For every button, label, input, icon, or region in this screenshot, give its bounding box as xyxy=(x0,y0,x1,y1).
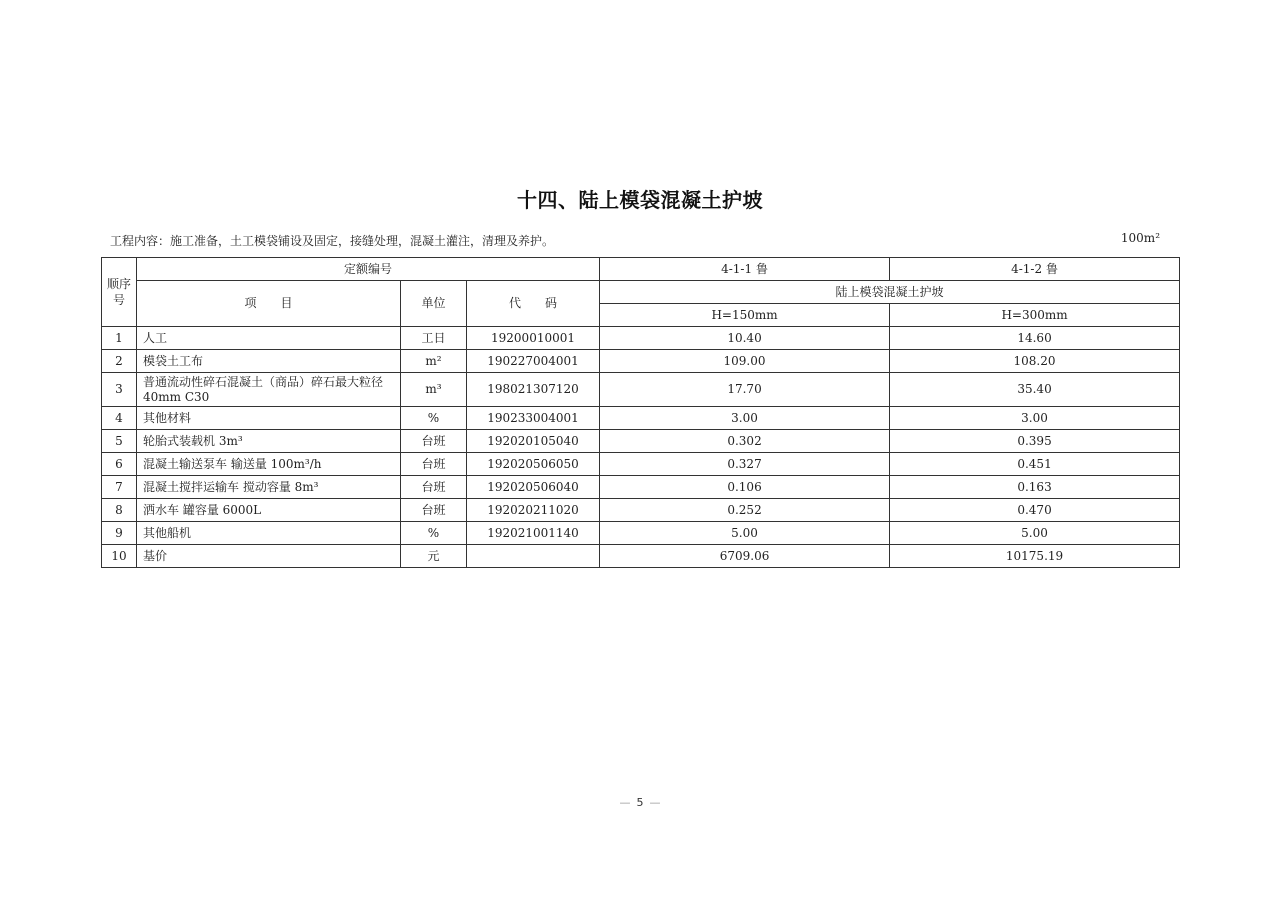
row-value-1: 10.40 xyxy=(600,327,890,350)
row-unit: 元 xyxy=(401,545,467,568)
row-value-2: 10175.19 xyxy=(890,545,1180,568)
header-group: 陆上模袋混凝土护坡 xyxy=(600,281,1180,304)
header-col1-spec: H=150mm xyxy=(600,304,890,327)
row-item: 其他船机 xyxy=(137,522,401,545)
table-row xyxy=(102,430,1180,453)
page-title: 十四、陆上模袋混凝土护坡 xyxy=(517,188,763,212)
row-item: 其他材料 xyxy=(137,407,401,430)
row-value-2: 14.60 xyxy=(890,327,1180,350)
row-value-2: 35.40 xyxy=(890,373,1180,407)
row-code: 192021001140 xyxy=(467,522,600,545)
row-seq: 10 xyxy=(102,545,137,568)
table-row xyxy=(102,522,1180,545)
row-item: 轮胎式装载机 3m³ xyxy=(137,430,401,453)
row-unit: % xyxy=(401,407,467,430)
page-number: — 5 — xyxy=(619,796,661,809)
table-row xyxy=(102,499,1180,522)
table-row xyxy=(102,476,1180,499)
row-unit: 台班 xyxy=(401,453,467,476)
row-value-1: 17.70 xyxy=(600,373,890,407)
row-value-1: 0.302 xyxy=(600,430,890,453)
row-value-2: 3.00 xyxy=(890,407,1180,430)
header-col1-no: 4-1-1 鲁 xyxy=(600,258,890,281)
row-code: 192020211020 xyxy=(467,499,600,522)
row-item: 普通流动性碎石混凝土（商品）碎石最大粒径 40mm C30 xyxy=(137,373,401,407)
row-value-1: 0.327 xyxy=(600,453,890,476)
row-seq: 8 xyxy=(102,499,137,522)
row-unit: m² xyxy=(401,350,467,373)
row-seq: 3 xyxy=(102,373,137,407)
row-unit: 台班 xyxy=(401,499,467,522)
row-item: 混凝土输送泵车 输送量 100m³/h xyxy=(137,453,401,476)
row-unit: 台班 xyxy=(401,430,467,453)
row-seq: 7 xyxy=(102,476,137,499)
header-code: 代 码 xyxy=(467,281,600,327)
row-seq: 2 xyxy=(102,350,137,373)
quota-unit: 100m² xyxy=(1120,231,1160,245)
row-value-2: 0.470 xyxy=(890,499,1180,522)
row-value-2: 0.395 xyxy=(890,430,1180,453)
row-item: 基价 xyxy=(137,545,401,568)
row-value-1: 0.252 xyxy=(600,499,890,522)
row-value-1: 109.00 xyxy=(600,350,890,373)
row-value-1: 3.00 xyxy=(600,407,890,430)
header-seq: 顺序号 xyxy=(102,258,137,327)
row-item: 模袋土工布 xyxy=(137,350,401,373)
row-unit: m³ xyxy=(401,373,467,407)
row-value-2: 0.451 xyxy=(890,453,1180,476)
table-row xyxy=(102,545,1180,568)
header-quota-no: 定额编号 xyxy=(137,258,600,281)
row-code: 192020506050 xyxy=(467,453,600,476)
row-item: 混凝土搅拌运输车 搅动容量 8m³ xyxy=(137,476,401,499)
row-value-2: 0.163 xyxy=(890,476,1180,499)
row-unit: % xyxy=(401,522,467,545)
table-row xyxy=(102,407,1180,430)
row-code: 19200010001 xyxy=(467,327,600,350)
row-seq: 9 xyxy=(102,522,137,545)
row-unit: 工日 xyxy=(401,327,467,350)
row-value-1: 5.00 xyxy=(600,522,890,545)
row-item: 洒水车 罐容量 6000L xyxy=(137,499,401,522)
row-seq: 4 xyxy=(102,407,137,430)
row-value-2: 108.20 xyxy=(890,350,1180,373)
row-value-1: 0.106 xyxy=(600,476,890,499)
row-unit: 台班 xyxy=(401,476,467,499)
row-seq: 5 xyxy=(102,430,137,453)
header-unit: 单位 xyxy=(401,281,467,327)
row-code: 192020105040 xyxy=(467,430,600,453)
row-seq: 6 xyxy=(102,453,137,476)
row-code: 190233004001 xyxy=(467,407,600,430)
quota-table xyxy=(101,257,1180,568)
work-content: 工程内容：施工准备，土工模袋铺设及固定，接缝处理，混凝土灌注，清理及养护。 xyxy=(110,234,555,248)
page-number-value: 5 xyxy=(636,796,644,809)
row-code xyxy=(467,545,600,568)
row-code: 190227004001 xyxy=(467,350,600,373)
row-value-1: 6709.06 xyxy=(600,545,890,568)
table-row xyxy=(102,350,1180,373)
row-code: 192020506040 xyxy=(467,476,600,499)
row-seq: 1 xyxy=(102,327,137,350)
row-item: 人工 xyxy=(137,327,401,350)
row-code: 198021307120 xyxy=(467,373,600,407)
row-value-2: 5.00 xyxy=(890,522,1180,545)
header-col2-spec: H=300mm xyxy=(890,304,1180,327)
table-row xyxy=(102,453,1180,476)
table-row xyxy=(102,373,1180,407)
header-item: 项 目 xyxy=(137,281,401,327)
header-col2-no: 4-1-2 鲁 xyxy=(890,258,1180,281)
table-row xyxy=(102,327,1180,350)
